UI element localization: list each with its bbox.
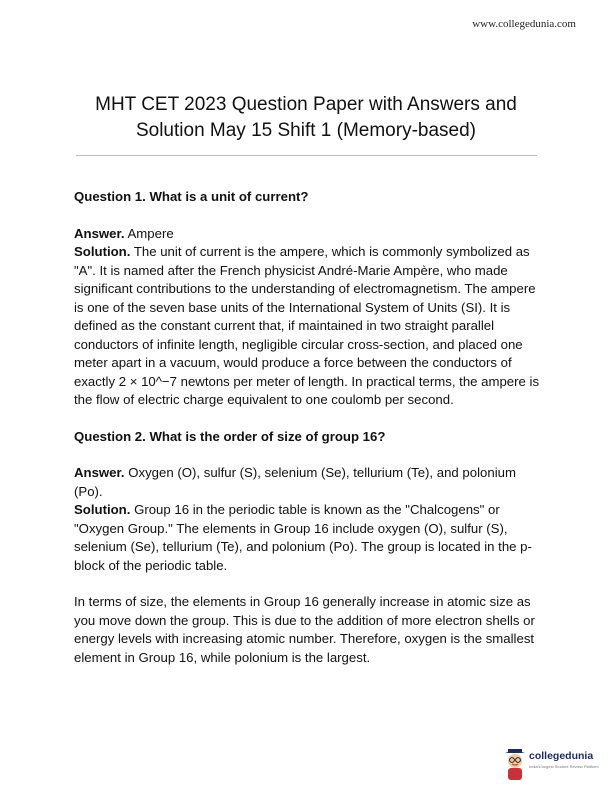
solution-label: Solution. [74, 502, 131, 517]
document-body [74, 188, 540, 667]
answer-label: Answer. [74, 225, 125, 241]
question-2-answer [74, 464, 540, 501]
answer-text: Oxygen (O), sulfur (S), selenium (Se), tellurium (Te), and polonium (Po). [74, 465, 516, 499]
question-1-heading: Question 1. What is a unit of current? [74, 189, 309, 204]
question-1-solution [74, 243, 540, 410]
question-2-heading: Question 2. What is the order of size of group 16? [74, 428, 386, 444]
answer-label: Answer. [74, 465, 125, 480]
question-2-paragraph: In terms of size, the elements in Group 16 generally increase in atomic size as you move down the group. This is due to the addition of more electron shells or energy levels with increasing atomic number. Therefore, oxygen is the smallest element in Group 16, while polonium is the largest. [74, 594, 535, 665]
title-divider [76, 155, 537, 156]
brand-tagline: India's largest Student Review Platform [529, 764, 599, 769]
solution-text: Group 16 in the periodic table is known as the "Chalcogens" or "Oxygen Group." The elements in Group 16 include oxygen (O), sulfur (S), selenium (Se), tellurium (Te), and polonium (Po). The group is located in the p-block of the periodic table. [74, 502, 532, 573]
question-1-answer [74, 225, 540, 244]
title-line-2: Solution May 15 Shift 1 (Memory-based) [135, 120, 477, 141]
site-url: www.collegedunia.com [472, 18, 576, 30]
answer-text: Ampere [124, 225, 174, 241]
title-line-1: MHT CET 2023 Question Paper with Answers and [95, 94, 517, 115]
document-title [60, 92, 552, 144]
brand-name: collegedunia [529, 750, 594, 762]
solution-text: The unit of current is the ampere, which is commonly symbolized as "A". It is named after the French physicist André-Marie Ampère, who made significant contributions to the understanding of electromagnetism. The ampere is one of the seven base units of the International System of Units (SI). It is defined as the constant current that, if maintained in two straight parallel conductors of infinite length, negligible circular cross-section, and placed one meter apart in a vacuum, would produce a force between the conductors of exactly 2 × 10^−7 newtons per meter of length. In practical terms, the ampere is the flow of electric charge equivalent to one coulomb per second. [74, 244, 540, 407]
question-2-solution [74, 501, 540, 575]
solution-label: Solution. [74, 244, 131, 259]
collegedunia-logo [503, 748, 603, 784]
mascot-icon [503, 748, 527, 782]
